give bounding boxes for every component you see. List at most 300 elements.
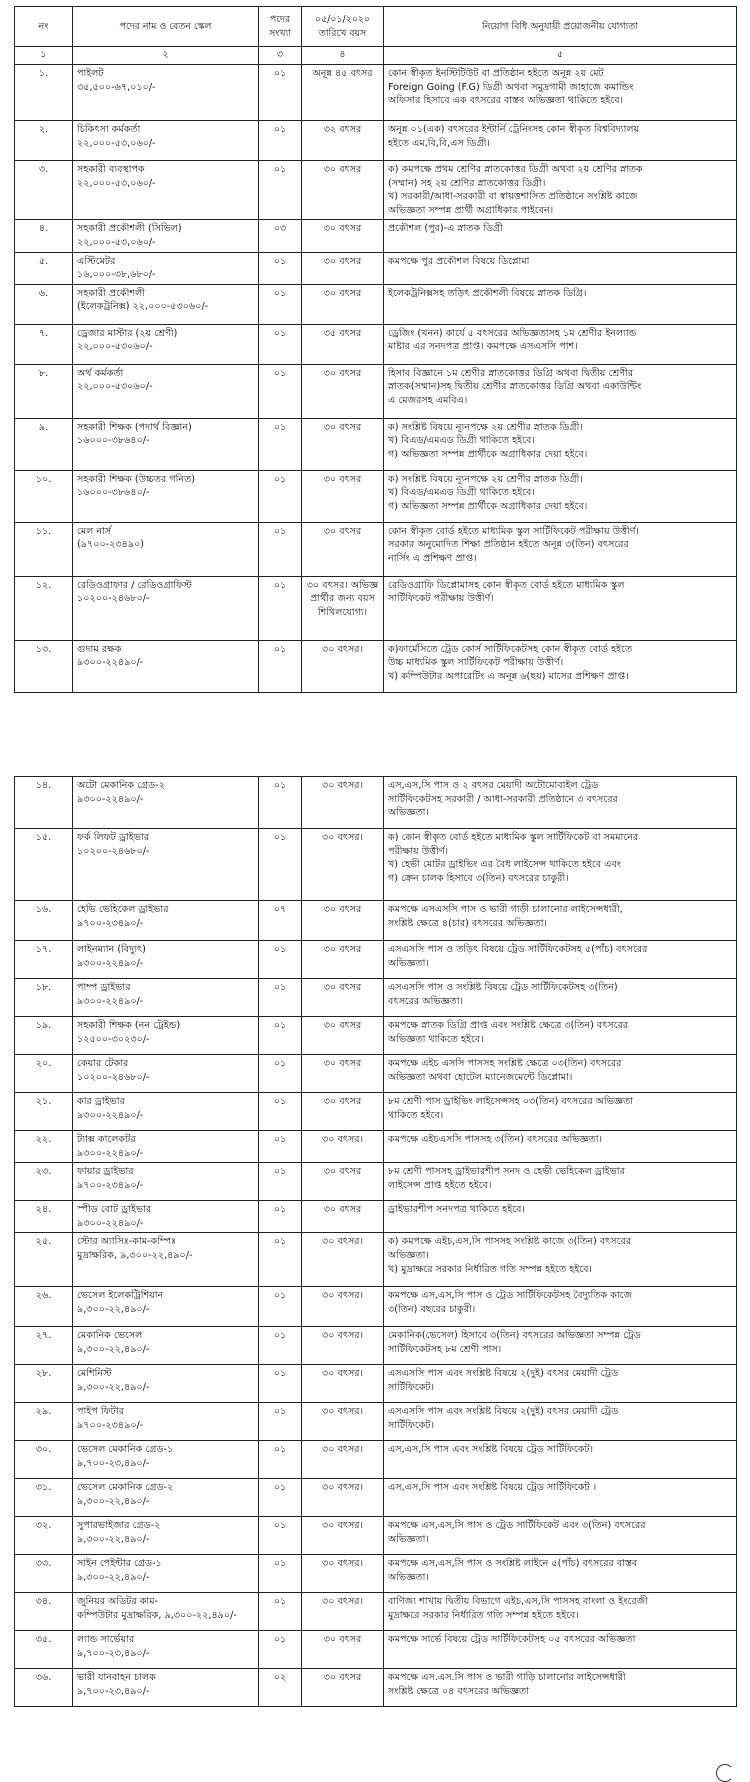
- requirement-line: মুদ্রাক্ষরে সরকার নির্ধারিত গতি সম্পন্ন হইতে হইবে।: [388, 1610, 579, 1622]
- post-cell: [73, 1093, 259, 1131]
- requirements-cell: [384, 1517, 737, 1555]
- post-count: ০২: [259, 1669, 302, 1707]
- requirements-cell: [384, 1403, 737, 1441]
- requirements-cell: [384, 1441, 737, 1479]
- age-limit: ৩০ বৎসর।: [302, 1233, 384, 1287]
- post-count: ০১: [259, 640, 302, 692]
- requirements-cell: [384, 901, 737, 941]
- requirement-line: লাইসেন্স প্রাপ্ত হইতে হইবে।: [388, 1179, 492, 1191]
- table-row: [15, 1441, 737, 1479]
- age-limit: ৩০ বৎসর।: [302, 640, 384, 692]
- pay-scale: ১৬০০০-৩৮৬৪০/-: [77, 435, 150, 447]
- requirement-line: এসএসসি পাস ও তড়িৎ বিষয়ে ট্রেড সার্টিফিকেটসহ ৫(পাঁচ) বৎসরের: [388, 944, 648, 955]
- post-name: সহকারী শিক্ষক (পদার্থ বিজ্ঞান): [77, 421, 192, 433]
- age-limit: ৩০ বৎসর: [302, 284, 384, 324]
- requirements-cell: [384, 777, 737, 829]
- serial-number: ২২.: [15, 1131, 73, 1163]
- age-limit: ৩০ বৎসর।: [302, 829, 384, 901]
- post-count: ০১: [259, 161, 302, 220]
- requirement-line: অভিজ্ঞতা থাকিতে হইবে।: [388, 1033, 484, 1045]
- age-limit: ৩০ বৎসর: [302, 901, 384, 941]
- requirement-line: খ) বিএড/এমএড ডিগ্রী থাকিতে হইবে।: [388, 487, 535, 499]
- table-row: [15, 941, 737, 979]
- serial-number: ৩২.: [15, 1517, 73, 1555]
- pay-scale: ৯৩০০-২২৪৯০/-: [77, 1109, 144, 1121]
- post-cell: [73, 522, 259, 576]
- table-row: [15, 252, 737, 284]
- post-name: সহকারী প্রকৌশলী: [77, 287, 145, 299]
- post-cell: [73, 121, 259, 161]
- requirement-line: স্নাতক(সম্মান)সহ দ্বিতীয় শ্রেণীর স্নাতকোত্তর ডিগ্রি অথবা একাউন্টিং: [388, 381, 642, 393]
- table-row: [15, 1669, 737, 1707]
- serial-number: ৫.: [15, 252, 73, 284]
- requirement-line: ড্রাইভারশীপ সনদপত্র থাকিতে হইবে।: [388, 1204, 525, 1216]
- post-name: লাইনম্যান (বিদ্যুৎ): [77, 944, 146, 955]
- serial-number: ৪.: [15, 220, 73, 252]
- pay-scale: ৯,৭০০-২৩,৪৯০/-: [77, 1458, 150, 1470]
- post-cell: [73, 1233, 259, 1287]
- requirement-line: ক) সংশ্লিষ্ট বিষয়ে ন্যূনপক্ষে ২য় শ্রেণীর স্নাতক ডিগ্রী।: [388, 421, 583, 433]
- post-count: ০১: [259, 1555, 302, 1593]
- post-name: স্পীড বোট ড্রাইভার: [77, 1204, 152, 1216]
- pay-scale: ২২,০০০-৫৩০৬০/-: [77, 381, 153, 393]
- serial-number: ২৩.: [15, 1163, 73, 1201]
- post-count: ০১: [259, 364, 302, 418]
- requirements-cell: [384, 161, 737, 220]
- requirement-line: অভিজ্ঞতা।: [388, 1534, 429, 1546]
- requirement-line: ৮ম শ্রেণী পাসসহ ড্রাইভারশীপ সনদ ও হেভী ভেহিকেল ড্রাইভার: [388, 1166, 625, 1178]
- post-count: ০১: [259, 1093, 302, 1131]
- serial-number: ১৭.: [15, 941, 73, 979]
- requirements-cell: [384, 1669, 737, 1707]
- table-row: [15, 1201, 737, 1233]
- requirement-line: কমপক্ষে এইচএসসি পাসসহ ৩(তিন) বৎসরের অভিজ্ঞতা।: [388, 1134, 603, 1145]
- post-name: মেল নার্স: [77, 525, 112, 537]
- pay-scale: ৯,৩০০-২২,৪৯০/-: [77, 1496, 150, 1508]
- requirement-line: ক) কমপক্ষে এইচ,এস,সি পাসসহ সংশ্লিষ্ট কাজে ৩(তিন) বৎসরের: [388, 1236, 632, 1248]
- requirements-cell: [384, 65, 737, 121]
- requirements-cell: [384, 1093, 737, 1131]
- serial-number: ১৮.: [15, 979, 73, 1017]
- table-row: [15, 1593, 737, 1631]
- header-age: ০৫/০১/২০২০ তারিখে বয়স: [302, 7, 384, 47]
- serial-number: ৬.: [15, 284, 73, 324]
- requirement-line: অভিজ্ঞতা।: [388, 957, 429, 969]
- post-count: ০১: [259, 284, 302, 324]
- table-row: [15, 576, 737, 640]
- post-name: পাম্প ড্রাইভার: [77, 982, 131, 993]
- serial-number: ১৯.: [15, 1017, 73, 1055]
- requirement-line: সংশ্লিষ্ট ক্ষেত্রে ৪(চার) বৎসরের অভিজ্ঞতা।: [388, 917, 547, 929]
- requirement-line: এসএসসি পাস এবং সংশ্লিষ্ট বিষয়ে ২(দুই) বৎসর মেয়াদী ট্রেড: [388, 1368, 619, 1380]
- age-limit: ৩০ বৎসর।: [302, 1517, 384, 1555]
- post-name: কার ড্রাইভার: [77, 1096, 125, 1107]
- requirement-line: কমপক্ষে এস.এস.সি পাস ও ভারী গাড়ি চালানোর লাইসেন্সধারী: [388, 1672, 626, 1684]
- serial-number: ২১.: [15, 1093, 73, 1131]
- serial-number: ২৫.: [15, 1233, 73, 1287]
- table-row: [15, 1131, 737, 1163]
- age-limit: ৩০ বৎসর: [302, 364, 384, 418]
- post-name: রেডিওগ্রাফার / রেডিওগ্রাফিস্ট: [77, 579, 192, 591]
- column-number: ৫: [384, 47, 737, 65]
- pay-scale: ৯,৭০০-২৩,৪৯০/-: [77, 1648, 150, 1660]
- requirement-line: সার্টিফিকেট।: [388, 1382, 435, 1394]
- post-count: ০১: [259, 418, 302, 470]
- post-count: ০১: [259, 1517, 302, 1555]
- post-name: ট্যাক্স কালেকটর: [77, 1134, 136, 1145]
- age-limit: ৩০ বৎসর।: [302, 1555, 384, 1593]
- post-cell: [73, 1555, 259, 1593]
- post-cell: [73, 1287, 259, 1327]
- age-limit: ৩০ বৎসর: [302, 1631, 384, 1669]
- post-count: ০১: [259, 1233, 302, 1287]
- requirement-line: সংশ্লিষ্ট ক্ষেত্রে ০৪ বৎসরের অভিজ্ঞতা: [388, 1686, 530, 1698]
- post-name: সহকারী শিক্ষক (উচ্চতর গনিত): [77, 473, 196, 485]
- serial-number: ৩৫.: [15, 1631, 73, 1669]
- requirement-line: এ মেজরসহ এমবিএ।: [388, 395, 468, 407]
- table-row: [15, 65, 737, 121]
- requirement-line: রেডিওগ্রাফি ডিপ্লোমাসহ কোন স্বীকৃত বোর্ড হইতে মাধ্যমিক স্কুল: [388, 579, 625, 591]
- requirements-cell: [384, 829, 737, 901]
- age-limit: ৩০ বৎসর।: [302, 1403, 384, 1441]
- requirements-cell: [384, 1365, 737, 1403]
- pay-scale: ২২,০০০-৫৩,০৬০/-: [77, 137, 156, 149]
- post-count: ০১: [259, 522, 302, 576]
- age-limit: ৩০ বৎসর: [302, 1669, 384, 1707]
- requirement-line: বৎসরের অভিজ্ঞতা।: [388, 995, 464, 1007]
- post-count: ০১: [259, 1017, 302, 1055]
- serial-number: ১৬.: [15, 901, 73, 941]
- pay-scale: ৯,৩০০-২২,৪৯০/-: [77, 1304, 150, 1316]
- post-name: ভেসেল ইলেকট্রিশিয়ান: [77, 1290, 164, 1302]
- requirement-line: ইলেকট্রনিক্সসহ তড়িৎ প্রকৌশলী বিষয়ে স্নাতক ডিগ্রি।: [388, 287, 587, 299]
- post-cell: [73, 220, 259, 252]
- post-name: স্টোর অ্যাসিঃ-কাম-কম্পিঃ: [77, 1236, 177, 1248]
- pay-scale: ৯৭০০-২৩৪৯০/-: [77, 917, 144, 929]
- age-limit: ৩০ বৎসর: [302, 220, 384, 252]
- requirement-line: Foreign Going (F.G) ডিগ্রী অথবা সমুদ্রগামী জাহাজে কমান্ডিং: [388, 81, 634, 93]
- serial-number: ৩.: [15, 161, 73, 220]
- pay-scale: ১৬০০০-৩৮৬৪০/-: [77, 487, 150, 499]
- table-row: [15, 1555, 737, 1593]
- pay-scale: ২২,০০০-৫৩,০৬০/-: [77, 177, 156, 189]
- pay-scale: ১২৫০০-৩০২৩০/-: [77, 1033, 150, 1045]
- requirement-line: মেকানিক(ভেসেল) হিসাবে ৩(তিন) বৎসরের অভিজ্ঞতা সম্পন্ন ট্রেড: [388, 1330, 641, 1342]
- requirement-line: অফিসার হিসাবে এক বৎসরের বাস্তব অভিজ্ঞতা থাকিতে হইবে।: [388, 95, 624, 107]
- serial-number: ৭.: [15, 324, 73, 364]
- age-limit: ৩০ বৎসর: [302, 418, 384, 470]
- requirements-cell: [384, 1287, 737, 1327]
- age-limit: ৩০ বৎসর: [302, 470, 384, 522]
- requirements-cell: [384, 1479, 737, 1517]
- post-name: হেভি ভেহিকেল ড্রাইভার: [77, 904, 169, 915]
- serial-number: ৩৪.: [15, 1593, 73, 1631]
- requirement-line: ৮ম শ্রেণী পাস ড্রাইভিং লাইসেন্সসহ ০৩(তিন) বৎসরের অভিজ্ঞতা: [388, 1096, 634, 1107]
- requirement-line: কমপক্ষে এস,এস,সি পাস ও ট্রেড সার্টিফিকেট এবং ৩(তিন) বৎসরের: [388, 1520, 646, 1532]
- table-row: [15, 1163, 737, 1201]
- age-limit: ৩০ বৎসর।: [302, 777, 384, 829]
- serial-number: ২৪.: [15, 1201, 73, 1233]
- pay-scale: ৯৩০০-২২৪৯০/-: [77, 1217, 144, 1229]
- post-cell: [73, 364, 259, 418]
- post-count: ০১: [259, 1365, 302, 1403]
- table-row: [15, 522, 737, 576]
- requirement-line: কমপক্ষে স্নাতক ডিগ্রি প্রাপ্ত এবং সংশ্লিষ্ট ক্ষেত্রে ৩(তিন) বৎসরের: [388, 1020, 629, 1031]
- requirement-line: কমপক্ষে এইচ এসসি পাসসহ সংশ্লিষ্ট ক্ষেত্রে ০৩(তিন) বৎসরের: [388, 1058, 622, 1069]
- table-row: [15, 1093, 737, 1131]
- post-name: ভেসেল মেকানিক গ্রেড-১: [77, 1444, 174, 1456]
- requirement-line: সরকার অনুমোদিত শিক্ষা প্রতিষ্ঠান হইতে অনূন্ন ৩(তিন) বৎসরের: [388, 539, 629, 551]
- age-limit: ৩০ বৎসর: [302, 941, 384, 979]
- post-cell: [73, 1017, 259, 1055]
- post-cell: [73, 1479, 259, 1517]
- requirements-cell: [384, 1131, 737, 1163]
- requirement-line: এসএসসি পাস এবং সংশ্লিষ্ট বিষয়ে ২(দুই) বৎসর মেয়াদী ট্রেড: [388, 1406, 619, 1418]
- post-name: ভারী যানবাহন চালক: [77, 1672, 156, 1684]
- post-name: সুপারভাইজার গ্রেড-২: [77, 1520, 161, 1532]
- post-name: সাইন পেইন্টার গ্রেড-১: [77, 1558, 162, 1570]
- requirement-line: হইতে এম,বি,বি,এস ডিগ্রী।: [388, 137, 490, 149]
- table-row: [15, 1517, 737, 1555]
- post-count: ০১: [259, 1479, 302, 1517]
- requirement-line: এস,এস,সি পাস এবং সংশ্লিষ্ট বিষয়ে ট্রেড সার্টিফিকেট ।: [388, 1482, 597, 1494]
- requirement-line: ড্রেজিং (খনন) কার্যে ৫ বৎসরের অভিজ্ঞতাসহ ১ম শ্রেণীর ইনল্যান্ড: [388, 327, 637, 339]
- pay-scale: ১৬,০০০-৩৮,৬৮০/-: [77, 269, 156, 281]
- post-name: অটো মেকানিক গ্রেড-২: [77, 780, 166, 791]
- serial-number: ২৬.: [15, 1287, 73, 1327]
- requirements-cell: [384, 284, 737, 324]
- age-limit: ৩০ বৎসর: [302, 1201, 384, 1233]
- post-count: ০১: [259, 252, 302, 284]
- pay-scale: ২২,০০০-৫৩,০৬০/-: [77, 237, 156, 249]
- table-row: [15, 979, 737, 1017]
- requirements-cell: [384, 1055, 737, 1093]
- post-count: ০১: [259, 1055, 302, 1093]
- header-serial-no: নং: [15, 7, 73, 47]
- serial-number: ১০.: [15, 470, 73, 522]
- requirement-line: গ) অভিজ্ঞতা সম্পন্ন প্রার্থীকে অগ্রাধিকার দেয়া হইবে।: [388, 501, 588, 513]
- serial-number: ২৭.: [15, 1327, 73, 1365]
- post-count: ০১: [259, 979, 302, 1017]
- post-count: ০১: [259, 1441, 302, 1479]
- post-count: ০১: [259, 121, 302, 161]
- post-count: ০১: [259, 829, 302, 901]
- table-row: [15, 1017, 737, 1055]
- serial-number: ৩১.: [15, 1479, 73, 1517]
- pay-scale: ১০২০০-২৪৬৮০/-: [77, 593, 150, 605]
- post-name: কেয়ার টেকার: [77, 1058, 129, 1069]
- header-post-name-scale: পদের নাম ও বেতন স্কেল: [73, 7, 259, 47]
- post-count: ০১: [259, 777, 302, 829]
- table-row: [15, 470, 737, 522]
- requirement-line: খ) হেভী মোটর ড্রাইভিং এর বৈধ লাইসেন্স থাকিতে হইবে এবং: [388, 859, 621, 871]
- age-limit: ৩৫ বৎসর: [302, 324, 384, 364]
- requirement-line: খ) মুদ্রাক্ষরে সরকার নির্ধারিত গতি সম্পন্ন হইতে হইবে।: [388, 1263, 592, 1275]
- table-row: [15, 1365, 737, 1403]
- requirement-line: ৩(তিন) বছরের চাকুরী।: [388, 1304, 476, 1316]
- pay-scale: ১০২০০-২৪৬৮০/-: [77, 845, 150, 857]
- requirement-line: কমপক্ষে এস,এস,সি পাস ও ট্রেড সার্টিফিকেটসহ বৈদ্যুতিক কাজে: [388, 1290, 633, 1302]
- requirement-line: সার্টিফিকেটসহ ৮ম শ্রেণী পাস।: [388, 1344, 502, 1356]
- post-count: ০১: [259, 1403, 302, 1441]
- age-limit: ৩০ বৎসর।: [302, 1479, 384, 1517]
- header-requirements: নিয়োগ বিধি অনুযায়ী প্রয়োজনীয় যোগ্যতা: [384, 7, 737, 47]
- pay-scale: (ইলেকট্রনিক্স) ২২,০০০-৫৩০৬০/-: [77, 301, 209, 313]
- requirements-cell: [384, 1593, 737, 1631]
- table-row: [15, 1233, 737, 1287]
- requirements-cell: [384, 364, 737, 418]
- post-cell: [73, 777, 259, 829]
- post-name: সহকারী ব্যবস্থাপক: [77, 164, 145, 175]
- column-number: ১: [15, 47, 73, 65]
- serial-number: ১৪.: [15, 777, 73, 829]
- post-count: ০১: [259, 1201, 302, 1233]
- post-cell: [73, 324, 259, 364]
- requirement-line: কমপক্ষে এস,এস,সি পাস ও সংশ্লিষ্ট লাইনে ৫(পাঁচ) বৎসরের বাস্তব: [388, 1558, 638, 1570]
- post-cell: [73, 576, 259, 640]
- table-body-part-1: [15, 65, 737, 693]
- post-cell: [73, 640, 259, 692]
- requirement-line: (সম্মান) সহ ২য় শ্রেণির স্নাতকোত্তর ডিগ্রী।: [388, 177, 546, 189]
- post-cell: [73, 284, 259, 324]
- requirement-line: এস,এস,সি পাস ও ২ বৎসর মেয়াদী অটোমোবাইল ট্রেড: [388, 780, 599, 791]
- table-row: [15, 1403, 737, 1441]
- table-row: [15, 829, 737, 901]
- serial-number: ২.: [15, 121, 73, 161]
- column-number: ৪: [302, 47, 384, 65]
- post-count: ০৭: [259, 901, 302, 941]
- age-limit: ৩০ বৎসর।: [302, 1441, 384, 1479]
- requirements-cell: [384, 1017, 737, 1055]
- pay-scale: ৯,৭০০-২৩,৪৯০/-: [77, 1686, 150, 1698]
- requirement-line: বাণিজ্য শাখায় দ্বিতীয় বিভাগে এইচ,এস,সি পাসসহ বাংলা ও ইংরেজী: [388, 1596, 648, 1608]
- requirements-cell: [384, 470, 737, 522]
- pay-scale: কম্পিউটার মুদ্রাক্ষরিক, ৯,৩০০-২২,৪৯০/-: [77, 1610, 237, 1622]
- requirements-cell: [384, 121, 737, 161]
- pay-scale: ৯,৩০০-২২,৪৯০/-: [77, 1344, 150, 1356]
- post-name: সহকারী শিক্ষক (নন ট্রেইন্ড): [77, 1020, 181, 1031]
- requirements-cell: [384, 1555, 737, 1593]
- requirement-line: অভিজ্ঞতা অথবা হোটেল ম্যানেজমেন্টে ডিপ্লোমা।: [388, 1071, 573, 1083]
- pay-scale: ৯,৩০০-২২,৪৯০/-: [77, 1534, 150, 1546]
- post-count: ০১: [259, 576, 302, 640]
- requirement-line: গ) অভিজ্ঞতা সম্পন্ন প্রার্থীকে অগ্রাধিকার দেয়া হইবে।: [388, 449, 588, 461]
- post-name: মেশিনিস্ট: [77, 1368, 112, 1380]
- age-limit: ৩০ বৎসর।: [302, 1365, 384, 1403]
- pay-scale: ৯৭০০-২৩৪৯০/-: [77, 1179, 144, 1191]
- serial-number: ১৩.: [15, 640, 73, 692]
- post-count: ০১: [259, 324, 302, 364]
- vacancy-table-part-1: [14, 6, 737, 693]
- post-cell: [73, 1327, 259, 1365]
- requirement-line: অভিজ্ঞতা।: [388, 807, 429, 819]
- pay-scale: ৯৩০০-২২৪৯০/-: [77, 995, 144, 1007]
- column-number-row: [15, 47, 737, 65]
- requirement-line: কমপক্ষে এসএসসি পাস ও ভারী গাড়ী চালানোর লাইসেন্সধারী,: [388, 904, 623, 915]
- age-limit: ৩০ বৎসর।: [302, 1131, 384, 1163]
- age-limit: ৩০ বৎসর। অভিজ্ঞ প্রার্থীর জন্য বয়স শিথিলযোগ্য।: [302, 576, 384, 640]
- requirement-line: এস,এস,সি পাস এবং সংশ্লিষ্ট বিষয়ে ট্রেড সার্টিফিকেট।: [388, 1444, 594, 1456]
- post-cell: [73, 1593, 259, 1631]
- pay-scale: ৯,৩০০-২২,৪৯০/-: [77, 1382, 150, 1394]
- table-row: [15, 777, 737, 829]
- age-limit: ৩০ বৎসর: [302, 522, 384, 576]
- serial-number: ২০.: [15, 1055, 73, 1093]
- vacancy-table-part-2: [14, 776, 737, 1707]
- post-name: ল্যান্ড সার্ভেয়ার: [77, 1634, 135, 1646]
- pay-scale: (৯৭০০-২৩৪৯০): [77, 539, 145, 551]
- header-row: [15, 7, 737, 47]
- requirements-cell: [384, 324, 737, 364]
- post-cell: [73, 1163, 259, 1201]
- post-name: এস্টিমেটর: [77, 255, 116, 267]
- requirements-cell: [384, 252, 737, 284]
- requirements-cell: [384, 1631, 737, 1669]
- age-limit: ৩০ বৎসর।: [302, 1287, 384, 1327]
- post-name: চিকিৎসা কর্মকর্তা: [77, 124, 141, 135]
- column-number: ৩: [259, 47, 302, 65]
- requirement-line: মাষ্টার এর সনদপত্র প্রাপ্ত। কমপক্ষে এসএসসি পাশ।: [388, 341, 578, 353]
- post-name: সহকারী প্রকৌশলী (সিভিল): [77, 223, 182, 235]
- post-name: অর্থ কর্মকর্তা: [77, 367, 124, 379]
- post-name: ভেসেল মেকানিক গ্রেড-২: [77, 1482, 174, 1494]
- age-limit: ৩০ বৎসর।: [302, 1593, 384, 1631]
- post-count: ০১: [259, 1593, 302, 1631]
- requirement-line: অনূন্ন ০১(এক) বৎসরের ইন্টার্নি ট্রেনিংসহ কোন স্বীকৃত বিশ্ববিদ্যালয়: [388, 124, 640, 135]
- requirement-line: কোন স্বীকৃত বোর্ড হইতে মাধ্যমিক স্কুল সার্টিফিকেট পরীক্ষায় উত্তীর্ণ।: [388, 525, 639, 537]
- requirement-line: অভিজ্ঞতা সম্পন্ন প্রার্থী অগ্রাধিকার পাইবেন।: [388, 204, 554, 216]
- post-cell: [73, 65, 259, 121]
- post-count: ০১: [259, 1163, 302, 1201]
- pay-scale: ৯৩০০-২২৪৯০/-: [77, 1147, 144, 1159]
- table-row: [15, 1055, 737, 1093]
- post-cell: [73, 1631, 259, 1669]
- table-row: [15, 161, 737, 220]
- post-name: ফায়ার ড্রাইভার: [77, 1166, 134, 1178]
- pay-scale: ৩৫,৫০০-৬৭,০১০/-: [77, 81, 156, 93]
- post-count: ০১: [259, 1287, 302, 1327]
- pay-scale: ১০২০০-২৪৬৮০/-: [77, 1071, 150, 1083]
- post-name: ফর্ক লিফট ড্রাইভার: [77, 832, 149, 843]
- serial-number: ৩৬.: [15, 1669, 73, 1707]
- serial-number: ৩০.: [15, 1441, 73, 1479]
- serial-number: ১২.: [15, 576, 73, 640]
- post-cell: [73, 1669, 259, 1707]
- requirements-cell: [384, 1201, 737, 1233]
- post-name: জুনিয়র অডিটর কাম-: [77, 1596, 158, 1608]
- post-cell: [73, 941, 259, 979]
- age-limit: ৩২ বৎসর: [302, 121, 384, 161]
- requirement-line: ক) কোন স্বীকৃত বোর্ড হইতে মাধ্যমিক স্কুল সার্টিফিকেট বা সমমানের: [388, 832, 639, 843]
- requirements-cell: [384, 941, 737, 979]
- requirement-line: সার্টিফিকেট।: [388, 1420, 435, 1432]
- post-count: ০৩: [259, 220, 302, 252]
- post-count: ০১: [259, 1131, 302, 1163]
- requirements-cell: [384, 576, 737, 640]
- post-cell: [73, 1517, 259, 1555]
- requirement-line: নার্সিং এ প্রশিক্ষণ প্রাপ্ত।: [388, 553, 477, 565]
- post-cell: [73, 1365, 259, 1403]
- pay-scale: ৯৩০০-২২৪৯০/-: [77, 793, 144, 805]
- table-row: [15, 640, 737, 692]
- post-cell: [73, 470, 259, 522]
- requirements-cell: [384, 640, 737, 692]
- post-cell: [73, 1055, 259, 1093]
- table-row: [15, 220, 737, 252]
- serial-number: ১.: [15, 65, 73, 121]
- table-row: [15, 1287, 737, 1327]
- requirement-line: হিসাব বিজ্ঞানে ১ম শ্রেণীর স্নাতকোত্তর ডিগ্রি অথবা দ্বিতীয় শ্রেণীর: [388, 367, 634, 379]
